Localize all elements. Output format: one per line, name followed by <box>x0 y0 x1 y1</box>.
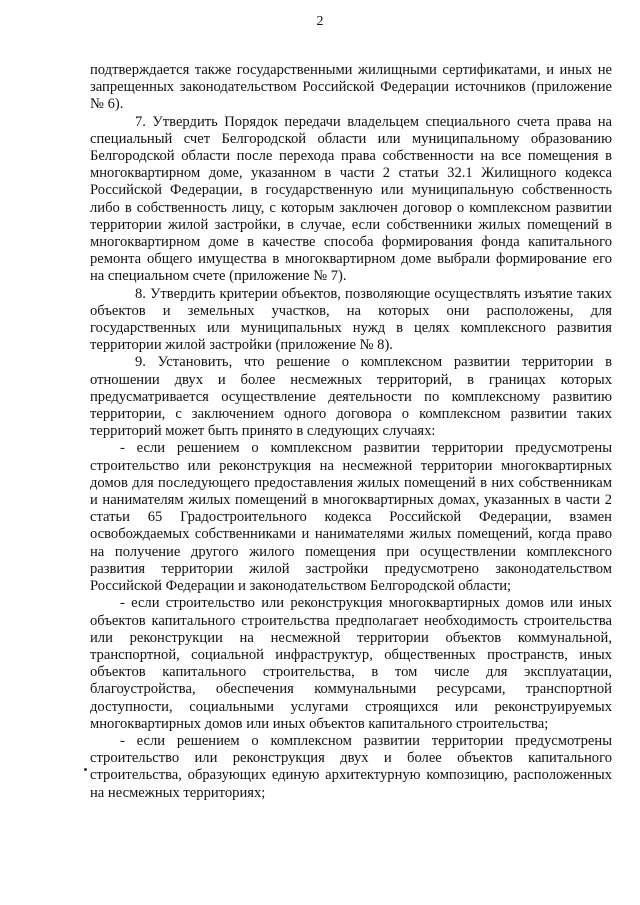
paragraph-item-9: 9. Установить, что решение о комплексном развитии территории в отношении двух и более несмежных территорий, в границах которых предусматривается осуществление деятельности по комплексному развитию территории, с заключением одного договора о комплексном развитии таких территорий может быть принято в следующих случаях: <box>90 354 612 440</box>
paragraph-item-7: 7. Утвердить Порядок передачи владельцем специального счета права на специальный счет Белгородской области или муниципальному образованию Белгородской области после перехода права собственности на все помещения в многоквартирном доме, указанном в части 2 статьи 32.1 Жилищного кодекса Российской Федерации, в государственную или муниципальную собственность либо в собственность лицу, с которым заключен договор о комплексном развитии территории жилой застройки, в случае, если собственники жилых помещений в многоквартирном доме в качестве способа формирования фонда капитального ремонта общего имущества в многоквартирном доме выбрали формирование его на специальном счете (приложение № 7). <box>90 113 612 285</box>
paragraph-continuation: подтверждается также государственными жилищными сертификатами, и иных не запрещенных законодательством Российской Федерации источников (приложение № 6). <box>90 62 612 113</box>
bullet-item-1: - если решением о комплексном развитии территории предусмотрены строительство или реконструкция на несмежной территории многоквартирных домов для последующего предоставления жилых помещений в них собственникам и нанимателям жилых помещений в многоквартирных домах, указанных в части 2 статьи 65 Градостроительного кодекса Российской Федерации, взамен освобождаемых собственниками и нанимателями жилых помещений, когда право на получение другого жилого помещения при осуществлении комплексного развития территории жилой застройки предусмотрено законодательством Российской Федерации и законодательством Белгородской области; <box>90 440 612 595</box>
paragraph-item-8: 8. Утвердить критерии объектов, позволяющие осуществлять изъятие таких объектов и земельных участков, на которых они расположены, для государственных или муниципальных нужд в целях комплексного развития территории жилой застройки (приложение № 8). <box>90 285 612 354</box>
bullet-item-3: - если решением о комплексном развитии территории предусмотрены строительство или реконструкция двух и более объектов капитального строительства, образующих единую архитектурную композицию, расположенных на несмежных территориях; <box>90 732 612 801</box>
margin-mark <box>84 768 87 771</box>
bullet-item-2: - если строительство или реконструкция многоквартирных домов или иных объектов капитального строительства предполагает необходимость строительства или реконструкции на несмежной территории объектов коммунальной, транспортной, социальной инфраструктур, общественных пространств, иных объектов капитального строительства, в том числе для эксплуатации, благоустройства, обеспечения коммунальными ресурсами, транспортной доступности, социальными услугами строящихся или реконструируемых многоквартирных домов или иных объектов капитального строительства; <box>90 595 612 732</box>
page-number: 2 <box>316 14 324 29</box>
document-body <box>90 62 612 802</box>
